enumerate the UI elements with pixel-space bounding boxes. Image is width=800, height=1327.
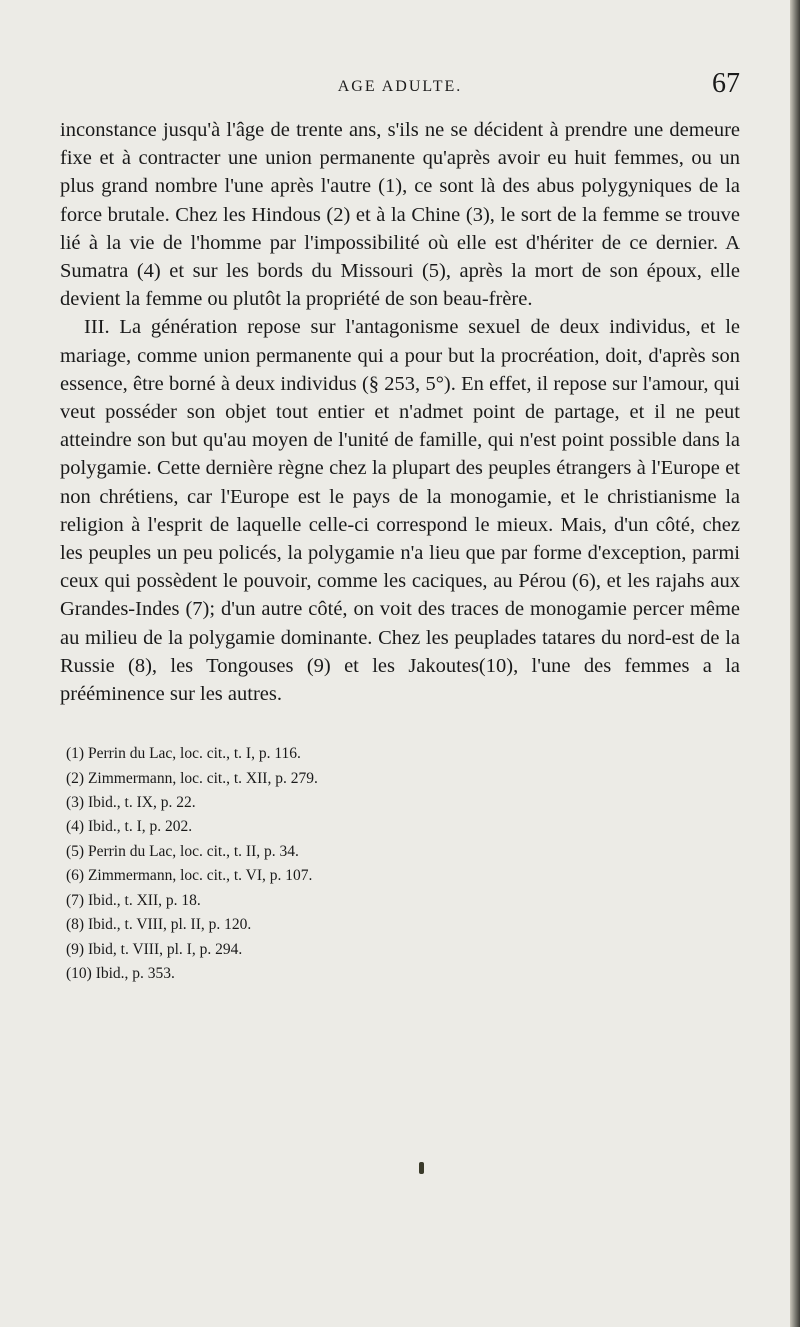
footnote: (8) Ibid., t. VIII, pl. II, p. 120.: [66, 916, 252, 934]
footnote: (5) Perrin du Lac, loc. cit., t. II, p. 34.: [66, 842, 299, 860]
paragraph-2: III. La génération repose sur l'antagonisme sexuel de deux individus, et le mariage, comme union permanente qui a pour but la procréation, doit, d'après son essence, être borné à deux individus (§ 253, 5°). En effet, il repose sur l'amour, qui veut posséder son objet tout entier et n'admet point de partage, et il ne peut atteindre son but qu'au moyen de l'unité de famille, qui n'est point possible dans la polygamie. Cette dernière règne chez la plupart des peuples étrangers à l'Europe et non chrétiens, car l'Europe est le pays de la monogamie, et le christianisme la religion à l'esprit de laquelle celle-ci correspond le mieux. Mais, d'un côté, chez les peuples un peu policés, la polygamie n'a lieu que par forme d'exception, parmi ceux qui possèdent le pouvoir, comme les caciques, au Pérou (6), et les rajahs aux Grandes-Indes (7); d'un autre côté, on voit des traces de monogamie percer même au milieu de la polygamie dominante. Chez les peuplades tatares du nord-est de la Russie (8), les Tongouses (9) et les Jakoutes(10), l'une des femmes a la prééminence sur les autres.: [60, 316, 740, 706]
page-number: 67: [712, 68, 740, 99]
footnote: (6) Zimmermann, loc. cit., t. VI, p. 107.: [66, 867, 313, 885]
book-page: [60, 70, 740, 986]
footnote: (10) Ibid., p. 353.: [66, 964, 175, 982]
footnote: (4) Ibid., t. I, p. 202.: [66, 818, 193, 836]
footnote: (9) Ibid, t. VIII, pl. I, p. 294.: [66, 940, 243, 958]
running-head: [60, 70, 740, 116]
page-edge-shadow: [790, 0, 800, 1327]
running-title: AGE ADULTE.: [337, 78, 463, 95]
footnote: (3) Ibid., t. IX, p. 22.: [66, 794, 196, 812]
footnote: (2) Zimmermann, loc. cit., t. XII, p. 279.: [66, 769, 318, 787]
ink-mark: [419, 1162, 424, 1174]
footnote: (7) Ibid., t. XII, p. 18.: [66, 891, 201, 909]
footnotes: [60, 742, 740, 986]
paragraph-1: inconstance jusqu'à l'âge de trente ans, s'ils ne se décident à prendre une demeure fixe et à contracter une union permanente qu'après avoir eu huit femmes, ou un plus grand nombre l'une après l'autre (1), ce sont là des abus polygyniques de la force brutale. Chez les Hindous (2) et à la Chine (3), le sort de la femme se trouve lié à la vie de l'homme par l'impossibilité où elle est d'hériter de ce dernier. A Sumatra (4) et sur les bords du Missouri (5), après la mort de son époux, elle devient la femme ou plutôt la propriété de son beau-frère.: [60, 119, 740, 311]
footnote: (1) Perrin du Lac, loc. cit., t. I, p. 116.: [66, 745, 301, 763]
body-text: [60, 116, 740, 708]
